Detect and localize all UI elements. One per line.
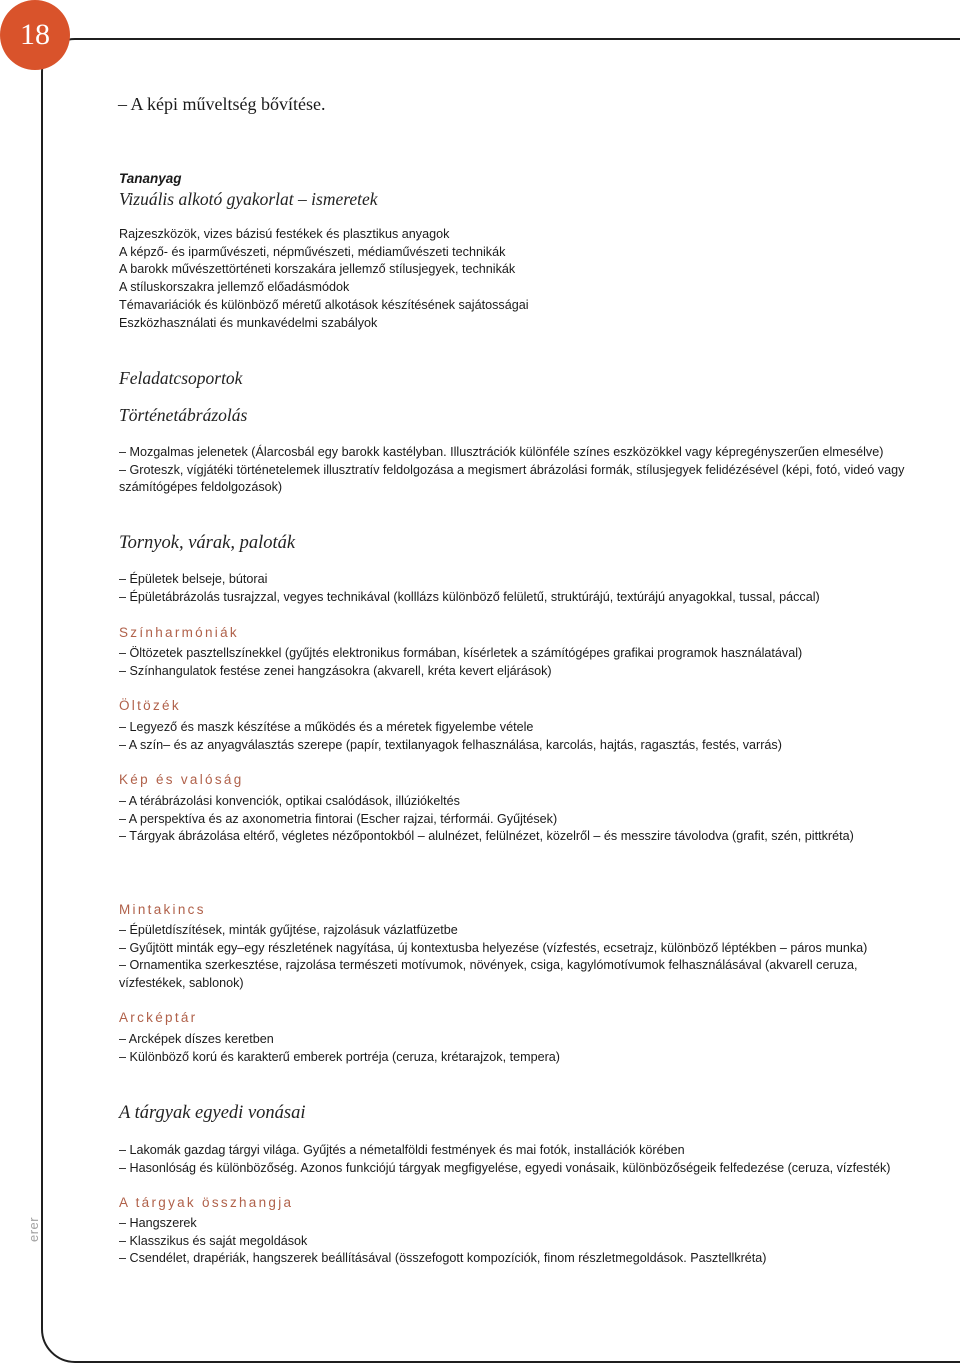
list-item: – Gyűjtött minták egy–egy részletének nagyítása, új kontextusba helyezése (vízfestés, ecsetrajz, különböző léptékben – páros munka): [119, 940, 868, 955]
list-item: – Hasonlóság és különbözőség. Azonos funkciójú tárgyak megfigyelése, egyedi vonásaik, különbözőségeik felfedezése (ceruza, vízfesték): [119, 1160, 891, 1175]
side-mark: erer: [26, 1216, 41, 1242]
list-item: – Legyező és maszk készítése a működés és a méretek figyelembe vétele: [119, 720, 534, 734]
list-item: – Lakomák gazdag tárgyi világa. Gyűjtés a németalföldi festmények és mai fotók, installációk körében: [119, 1143, 685, 1157]
tornyok-heading: Tornyok, várak, paloták: [119, 533, 296, 553]
list-item: – Öltözetek pasztellszínekkel (gyűjtés elektronikus formában, kísérletek a számítógépes grafikai programok használatával): [119, 646, 803, 660]
arckeptar-list: [119, 1031, 560, 1066]
list-item: – Épületek belseje, bútorai: [119, 572, 268, 586]
arckeptar-heading: Arcképtár: [119, 1010, 198, 1025]
tortenetabrazolas-heading: Történetábrázolás: [119, 405, 248, 425]
mintakincs-heading: Mintakincs: [119, 902, 206, 917]
targyak-egyedi-list: [119, 1142, 890, 1177]
list-item: – A perspektíva és az axonometria fintorai (Escher rajzai, térformái. Gyűjtések): [119, 811, 558, 826]
szinharmoniak-heading: Színharmóniák: [119, 625, 239, 640]
list-item: – Épületábrázolás tusrajzzal, vegyes technikával (kolllázs különböző felületű, struktúrájú, textúrájú anyagokkal, tussal, páccal): [119, 589, 820, 604]
tornyok-list: [119, 571, 820, 606]
list-item: – Épületdíszítések, minták gyűjtése, rajzolásuk vázlatfüzetbe: [119, 923, 458, 937]
tortenetabrazolas-list: [119, 444, 919, 497]
list-item: Témavariációk és különböző méretű alkotások készítésének sajátosságai: [119, 297, 529, 312]
list-item: – A térábrázolási konvenciók, optikai csalódások, illúziókeltés: [119, 794, 460, 808]
feladatcsoportok-heading: Feladatcsoportok: [119, 368, 243, 388]
list-item: A képző- és iparművészeti, népművészeti, médiaművészeti technikák: [119, 244, 506, 259]
intro-line: – A képi műveltség bővítése.: [118, 94, 326, 114]
oltozek-list: [119, 719, 782, 754]
list-item: Rajzeszközök, vizes bázisú festékek és plasztikus anyagok: [119, 227, 450, 241]
list-item: – Mozgalmas jelenetek (Álarcosbál egy barokk kastélyban. Illusztrációk különféle színes eszközökkel vagy képregényszerűen elmesélve): [119, 445, 884, 459]
targyak-osszhangja-heading: A tárgyak összhangja: [119, 1195, 294, 1210]
kep-es-valosag-heading: Kép és valóság: [119, 772, 244, 787]
targyak-osszhangja-list: [119, 1215, 767, 1268]
list-item: – Ornamentika szerkesztése, rajzolása természeti motívumok, növények, csiga, kagylómotívumok felhasználásával (akvarell ceruza, vízfestékek, sablonok): [119, 958, 858, 991]
mintakincs-list: [119, 922, 919, 993]
list-item: – Hangszerek: [119, 1216, 197, 1230]
kep-es-valosag-list: [119, 793, 854, 846]
page-number-badge: 18: [0, 0, 70, 70]
tananyag-heading: Vizuális alkotó gyakorlat – ismeretek: [119, 189, 378, 209]
oltozek-heading: Öltözék: [119, 698, 181, 713]
list-item: A barokk művészettörténeti korszakára jellemző stílusjegyek, technikák: [119, 262, 516, 277]
list-item: – Színhangulatok festése zenei hangzásokra (akvarell, kréta kevert eljárások): [119, 663, 552, 678]
list-item: Eszközhasználati és munkavédelmi szabályok: [119, 315, 378, 330]
list-item: – Arcképek díszes keretben: [119, 1032, 274, 1046]
list-item: – Groteszk, vígjátéki történetelemek illusztratív feldolgozása a megismert ábrázolási formák, stílusjegyek felidézésével (képi, fotó, videó vagy számítógépes feldolgozások): [119, 462, 905, 495]
list-item: – Tárgyak ábrázolása eltérő, végletes nézőpontokból – alulnézet, felülnézet, közelről – és messzire távolodva (grafit, szén, pittkréta): [119, 829, 854, 844]
tananyag-kicker: Tananyag: [119, 171, 182, 186]
list-item: – Klasszikus és saját megoldások: [119, 1233, 308, 1248]
list-item: – A szín– és az anyagválasztás szerepe (papír, textilanyagok felhasználása, karcolás, hajtás, ragasztás, festés, varrás): [119, 737, 782, 752]
list-item: A stíluskorszakra jellemző előadásmódok: [119, 280, 350, 295]
list-item: – Különböző korú és karakterű emberek portréja (ceruza, krétarajzok, tempera): [119, 1049, 560, 1064]
tananyag-list: [119, 226, 529, 332]
list-item: – Csendélet, drapériák, hangszerek beállításával (összefogott kompozíciók, finom részletmegoldások. Pasztellkréta): [119, 1251, 767, 1266]
targyak-egyedi-heading: A tárgyak egyedi vonásai: [119, 1103, 306, 1123]
szinharmoniak-list: [119, 645, 802, 680]
